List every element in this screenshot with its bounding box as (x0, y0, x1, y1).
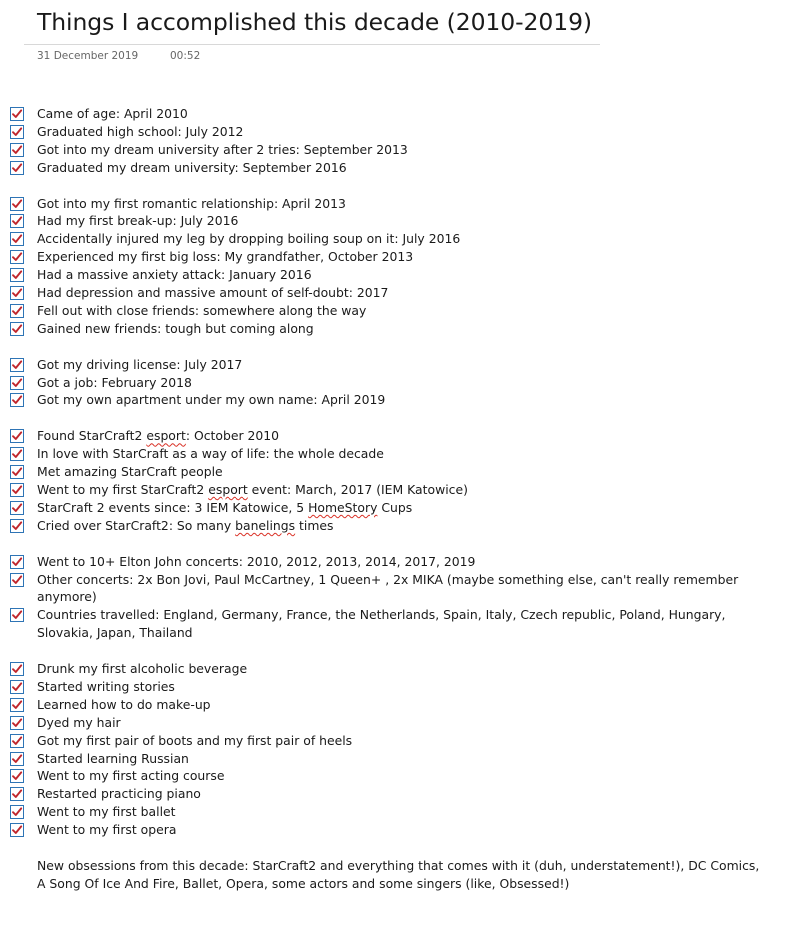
checklist-item-text: Had depression and massive amount of self-doubt: 2017 (37, 285, 389, 301)
checklist-item-text: Came of age: April 2010 (37, 106, 188, 121)
checklist-item[interactable] (10, 463, 770, 481)
checked-checkbox-icon[interactable] (10, 429, 24, 443)
checked-checkbox-icon[interactable] (10, 268, 24, 282)
checked-checkbox-icon[interactable] (10, 143, 24, 157)
footer-paragraph: New obsessions from this decade: StarCraft2 and everything that comes with it (duh, understatement!), DC Comics, A Song Of Ice And Fire, Ballet, Opera, some actors and some singers (like, Obsessed!) (37, 857, 760, 891)
checklist-item[interactable] (10, 660, 770, 678)
checklist-item[interactable] (10, 499, 770, 517)
checked-checkbox-icon[interactable] (10, 519, 24, 533)
checklist-item[interactable] (10, 714, 770, 732)
checked-checkbox-icon[interactable] (10, 555, 24, 569)
checklist-item-text: Got my own apartment under my own name: April 2019 (37, 392, 386, 408)
checklist-item[interactable] (10, 785, 770, 803)
checklist-group (10, 660, 770, 839)
spellcheck-word[interactable]: banelings (235, 517, 296, 533)
checklist-item[interactable] (10, 821, 770, 839)
checked-checkbox-icon[interactable] (10, 662, 24, 676)
checklist-item-text: Accidentally injured my leg by dropping boiling soup on it: July 2016 (37, 231, 461, 247)
checklist-item-text: In love with StarCraft as a way of life: the whole decade (37, 446, 384, 462)
checklist-item-text: Got a job: February 2018 (37, 374, 192, 390)
checklist-item[interactable] (10, 356, 770, 374)
checklist-item-text: StarCraft 2 events since: 3 IEM Katowice, 5 HomeStory Cups (37, 499, 413, 515)
checklist-item-text: Started writing stories (37, 678, 175, 694)
checked-checkbox-icon[interactable] (10, 232, 24, 246)
checked-checkbox-icon[interactable] (10, 805, 24, 819)
checklist-item-text: Other concerts: 2x Bon Jovi, Paul McCartney, 1 Queen+ , 2x MIKA (maybe something else, can't really remember anymore) (37, 571, 739, 605)
checklist-item[interactable] (10, 230, 770, 248)
checklist-item[interactable] (10, 517, 770, 535)
checked-checkbox-icon[interactable] (10, 125, 24, 139)
checked-checkbox-icon[interactable] (10, 304, 24, 318)
checked-checkbox-icon[interactable] (10, 608, 24, 622)
checklist-item[interactable] (10, 374, 770, 392)
page-title[interactable]: Things I accomplished this decade (2010-2019) (37, 8, 592, 36)
checklist-item[interactable] (10, 803, 770, 821)
note-body[interactable] (10, 105, 770, 893)
checklist-item[interactable] (10, 248, 770, 266)
checklist-item-text: Met amazing StarCraft people (37, 464, 223, 480)
checked-checkbox-icon[interactable] (10, 161, 24, 175)
checklist-item-text: Gained new friends: tough but coming along (37, 320, 314, 336)
checked-checkbox-icon[interactable] (10, 752, 24, 766)
checklist-group (10, 356, 770, 410)
checklist-item-text: Restarted practicing piano (37, 786, 201, 802)
checklist-item-text: Went to 10+ Elton John concerts: 2010, 2012, 2013, 2014, 2017, 2019 (37, 553, 476, 569)
checklist-item-text: Had my first break-up: July 2016 (37, 213, 239, 229)
checklist-item[interactable] (10, 696, 770, 714)
checklist-item-text: Started learning Russian (37, 750, 189, 766)
checklist-item-text: Got into my first romantic relationship: April 2013 (37, 195, 346, 211)
checked-checkbox-icon[interactable] (10, 250, 24, 264)
checklist-item[interactable] (10, 678, 770, 696)
page-time: 00:52 (170, 50, 201, 62)
checklist-item-text: Found StarCraft2 esport: October 2010 (37, 428, 280, 444)
checklist-group (10, 427, 770, 534)
checked-checkbox-icon[interactable] (10, 787, 24, 801)
checklist-item[interactable] (10, 159, 770, 177)
checklist-item[interactable] (10, 445, 770, 463)
checked-checkbox-icon[interactable] (10, 769, 24, 783)
page-date: 31 December 2019 (37, 50, 139, 62)
spellcheck-word[interactable]: HomeStory (308, 499, 378, 515)
checklist-item-text: Got my driving license: July 2017 (37, 356, 243, 372)
checklist-item[interactable] (10, 302, 770, 320)
checklist-item[interactable] (10, 606, 770, 642)
checklist-item[interactable] (10, 141, 770, 159)
checked-checkbox-icon[interactable] (10, 447, 24, 461)
checklist-item-text: Went to my first opera (37, 822, 177, 838)
checked-checkbox-icon[interactable] (10, 573, 24, 587)
checklist-item-text: Went to my first StarCraft2 esport event: March, 2017 (IEM Katowice) (37, 481, 468, 497)
checked-checkbox-icon[interactable] (10, 680, 24, 694)
checklist-item-text: Fell out with close friends: somewhere along the way (37, 302, 367, 318)
checked-checkbox-icon[interactable] (10, 214, 24, 228)
checklist-item-text: Experienced my first big loss: My grandfather, October 2013 (37, 249, 414, 265)
checked-checkbox-icon[interactable] (10, 107, 24, 121)
checklist-item-text: Got into my dream university after 2 tries: September 2013 (37, 141, 408, 157)
checklist-item-text: Went to my first ballet (37, 804, 176, 820)
checklist-item-text: Countries travelled: England, Germany, France, the Netherlands, Spain, Italy, Czech republic, Poland, Hungary, Slovakia, Japan, Thailand (37, 607, 726, 641)
checklist-item[interactable] (10, 195, 770, 213)
checklist-item[interactable] (10, 750, 770, 768)
checked-checkbox-icon[interactable] (10, 376, 24, 390)
checklist-item-text: Got my first pair of boots and my first pair of heels (37, 732, 353, 748)
checked-checkbox-icon[interactable] (10, 823, 24, 837)
checklist-item[interactable] (10, 123, 770, 141)
checked-checkbox-icon[interactable] (10, 698, 24, 712)
checklist-item[interactable] (10, 767, 770, 785)
checklist-item-text: Learned how to do make-up (37, 696, 211, 712)
checklist-group (10, 105, 770, 177)
title-divider (24, 44, 600, 45)
checklist-group (10, 553, 770, 643)
checked-checkbox-icon[interactable] (10, 483, 24, 497)
checklist-item[interactable] (10, 553, 770, 571)
checklist-item[interactable] (10, 571, 770, 607)
checked-checkbox-icon[interactable] (10, 358, 24, 372)
checklist-item[interactable] (10, 266, 770, 284)
checked-checkbox-icon[interactable] (10, 501, 24, 515)
checklist-item-text: Graduated high school: July 2012 (37, 123, 244, 139)
checklist-item-text: Drunk my first alcoholic beverage (37, 661, 248, 677)
checked-checkbox-icon[interactable] (10, 322, 24, 336)
checked-checkbox-icon[interactable] (10, 197, 24, 211)
checked-checkbox-icon[interactable] (10, 465, 24, 479)
checklist-item[interactable] (10, 391, 770, 409)
checklist-item[interactable] (10, 732, 770, 750)
checklist-item-text: Had a massive anxiety attack: January 2016 (37, 267, 312, 283)
checklist-item[interactable] (10, 427, 770, 445)
checklist-item-text: Cried over StarCraft2: So many banelings times (37, 517, 334, 533)
checklist-item[interactable] (10, 284, 770, 302)
checklist-item[interactable] (10, 481, 770, 499)
checked-checkbox-icon[interactable] (10, 393, 24, 407)
checklist-item[interactable] (10, 320, 770, 338)
checklist-item[interactable] (10, 212, 770, 230)
checked-checkbox-icon[interactable] (10, 716, 24, 730)
checked-checkbox-icon[interactable] (10, 734, 24, 748)
checklist-group (10, 195, 770, 338)
checklist-item-text: Dyed my hair (37, 714, 121, 730)
checklist-item-text: Went to my first acting course (37, 768, 225, 784)
spellcheck-word[interactable]: esport (208, 481, 248, 497)
spellcheck-word[interactable]: esport (146, 428, 186, 444)
checklist-item[interactable] (10, 105, 770, 123)
checklist-item-text: Graduated my dream university: September 2016 (37, 159, 347, 175)
checked-checkbox-icon[interactable] (10, 286, 24, 300)
